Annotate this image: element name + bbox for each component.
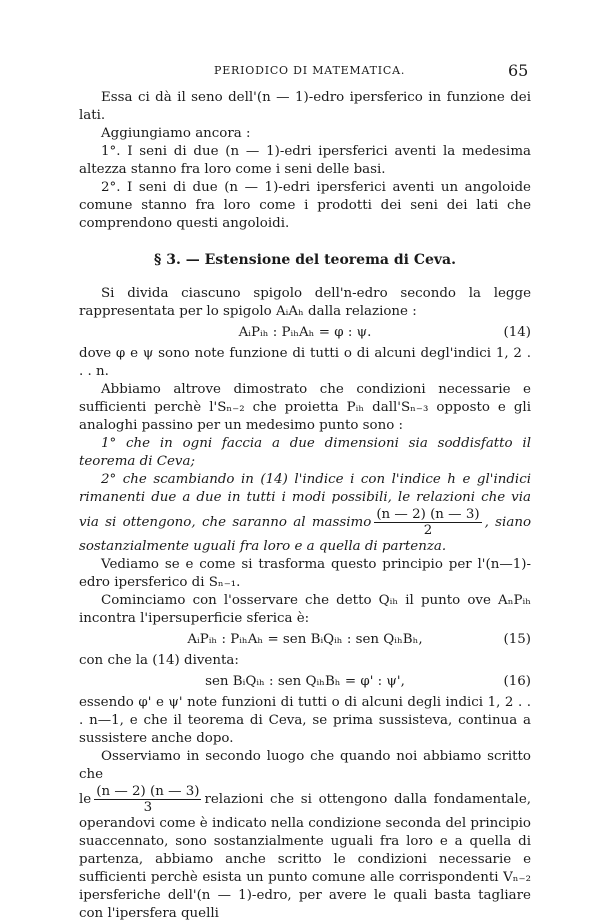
paragraph: essendo φ' e ψ' note funzioni di tutti o di alcuni degli indici 1, 2 . . . n—1, e che il teorema di Ceva, se prima sussisteva, continua a sussistere anche dopo. (79, 695, 531, 746)
paragraph: Osserviamo in secondo luogo che quando noi abbiamo scritto che (79, 749, 531, 782)
fraction-denominator: 3 (143, 800, 153, 815)
paragraph: Abbiamo altrove dimostrato che condizioni necessarie e sufficienti perchè l'Sₙ₋₂ che proietta Pᵢₕ dall'Sₙ₋₃ opposto e gli analoghi passino per un medesimo punto sono : (79, 382, 531, 433)
paragraph: con che la (14) diventa: (79, 653, 239, 668)
paragraph (79, 471, 531, 556)
fraction-numerator: (n — 2) (n — 3) (96, 784, 200, 799)
paragraph: 2°. I seni di due (n — 1)-edri ipersferici aventi un angoloide comune stanno fra loro come i prodotti dei seni dei lati che comprendono questi angoloidi. (79, 180, 531, 231)
section-title: § 3. — Estensione del teorema di Ceva. (154, 252, 456, 268)
equation-number: (14) (503, 325, 531, 340)
paragraph: Essa ci dà il seno dell'(n — 1)-edro ipersferico in funzione dei lati. (79, 90, 531, 123)
equation-number: (16) (503, 674, 531, 689)
fraction-numerator: (n — 2) (n — 3) (376, 507, 480, 522)
running-title: PERIODICO DI MATEMATICA. (214, 64, 406, 77)
fraction-denominator: 2 (423, 523, 433, 538)
section-heading (79, 251, 531, 269)
page-body (79, 89, 531, 923)
condition-2a: 2° che scambiando in (14) l'indice i con l'indice h e gl'indici rimanenti due a due in tutti i modi possibili, le relazioni che via via si ottengono, che saranno al massimo (79, 472, 531, 530)
paragraph: Aggiungiamo ancora : (101, 126, 251, 141)
condition-2b: , siano sostanzialmente uguali fra loro e a quella di partenza. (79, 515, 531, 554)
equation-text: AᵢPᵢₕ : PᵢₕAₕ = φ : ψ. (238, 325, 372, 340)
equation-number: (15) (503, 632, 531, 647)
equation-text: sen BᵢQᵢₕ : sen QᵢₕBₕ = φ' : ψ', (205, 674, 405, 689)
fraction (374, 507, 481, 538)
page-header (0, 61, 612, 84)
paragraph: Si divida ciascuno spigolo dell'n-edro secondo la legge rappresentata per lo spigolo AᵢAₕ dalla relazione : (79, 286, 531, 319)
paragraph (79, 435, 531, 471)
text-fragment: relazioni che si ottengono dalla fondamentale, operandovi come è indicato nella condizione seconda del principio suaccennato, sono sostanzialmente uguali fra loro e a quella di partenza, abbiamo anche scritto le condizioni necessarie e sufficienti perchè esista un punto comune alle corrispondenti Vₙ₋₂ ipersferiche dell'(n — 1)-edro, per avere le quali basta tagliare con l'ipersfera quelli (79, 792, 531, 921)
paragraph: dove φ e ψ sono note funzione di tutti o di alcuni degl'indici 1, 2 . . . n. (79, 346, 531, 379)
equation-15 (79, 628, 531, 652)
equation-16 (79, 670, 531, 694)
fraction (94, 784, 201, 815)
paragraph (79, 784, 531, 923)
paragraph: Cominciamo con l'osservare che detto Qᵢₕ il punto ove AₙPᵢₕ incontra l'ipersuperficie sferica è: (79, 593, 531, 626)
paragraph: Vediamo se e come si trasforma questo principio per l'(n—1)-edro ipersferico di Sₙ₋₁. (79, 557, 531, 590)
page-number: 65 (508, 61, 529, 80)
paragraph: 1°. I seni di due (n — 1)-edri ipersferici aventi la medesima altezza stanno fra loro come i seni delle basi. (79, 144, 531, 177)
text-fragment: le (79, 792, 92, 807)
condition-1: 1° che in ogni faccia a due dimensioni sia soddisfatto il teorema di Ceva; (79, 436, 531, 469)
equation-14 (79, 321, 531, 345)
equation-text: AᵢPᵢₕ : PᵢₕAₕ = sen BᵢQᵢₕ : sen QᵢₕBₕ, (187, 632, 423, 647)
